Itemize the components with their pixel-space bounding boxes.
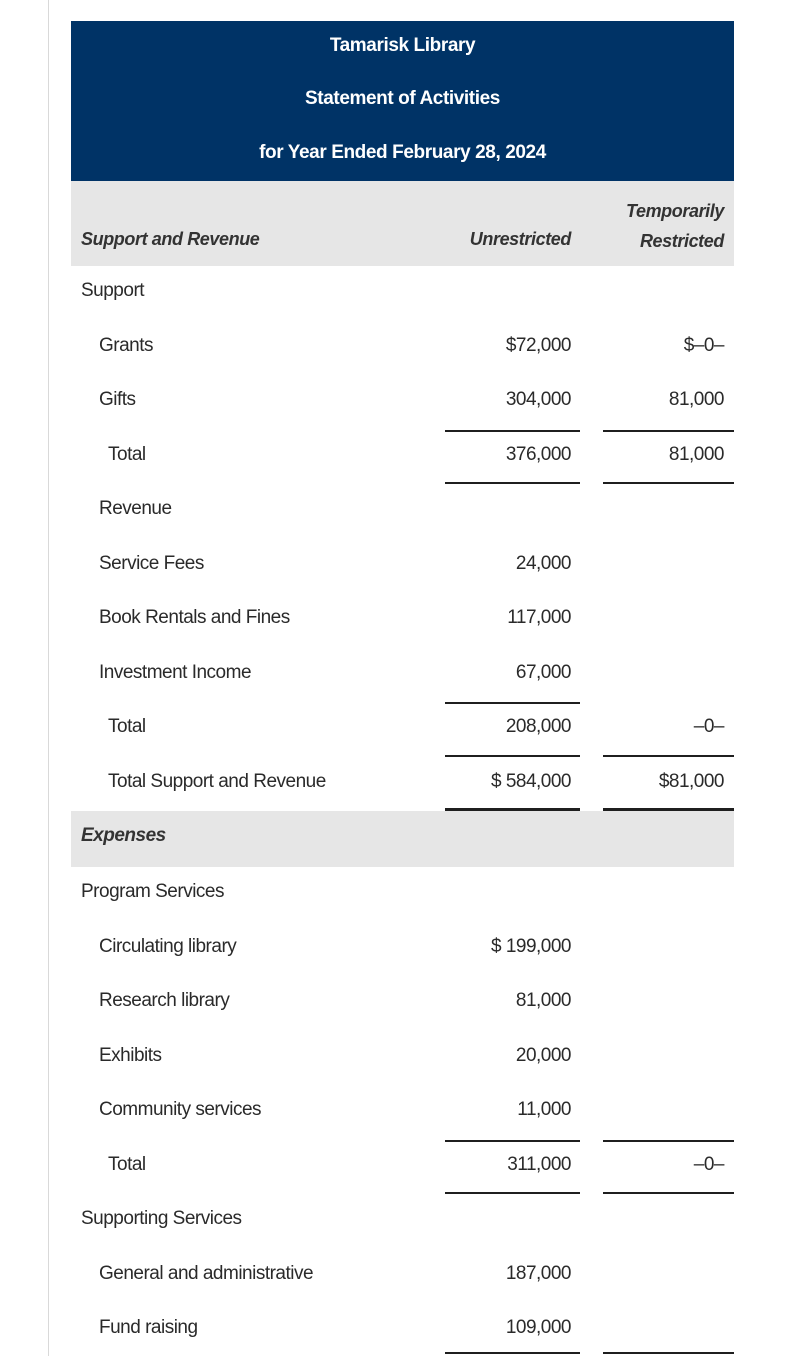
unrestricted-value: $ 199,000 xyxy=(490,935,571,957)
row-label: Research library xyxy=(99,990,230,1011)
subtotal-rule xyxy=(445,1140,580,1142)
row-revenue-heading xyxy=(71,484,734,539)
temporarily-restricted-value: –0– xyxy=(693,716,724,737)
unrestricted-value: 304,000 xyxy=(505,389,571,410)
row-label: Supporting Services xyxy=(81,1208,242,1229)
unrestricted-value: $72,000 xyxy=(505,334,571,356)
row-label: Fund raising xyxy=(99,1317,198,1338)
row-expenses-heading xyxy=(71,811,734,867)
row-label: Support xyxy=(81,280,145,301)
statement-rows xyxy=(71,266,734,1358)
row-label: Total Support and Revenue xyxy=(108,770,326,792)
unrestricted-value: 376,000 xyxy=(505,443,571,465)
row-exhibits xyxy=(71,1031,734,1086)
row-community-services xyxy=(71,1085,734,1140)
temporarily-restricted-value: 81,000 xyxy=(668,389,724,410)
section-label: Expenses xyxy=(81,825,166,846)
row-label: Circulating library xyxy=(99,935,237,957)
row-label: Community services xyxy=(99,1099,262,1120)
row-circulating-library xyxy=(71,922,734,977)
unrestricted-value: 11,000 xyxy=(517,1099,571,1120)
subtotal-rule xyxy=(445,1352,580,1354)
row-investment-income xyxy=(71,648,734,703)
unrestricted-value: 117,000 xyxy=(507,607,571,628)
row-label: Grants xyxy=(99,334,154,356)
unrestricted-value: 187,000 xyxy=(505,1262,571,1284)
column-header-temporarily-line2: Restricted xyxy=(639,231,724,251)
temporarily-restricted-value: –0– xyxy=(693,1153,724,1175)
column-header-unrestricted: Unrestricted xyxy=(469,229,571,249)
row-support-total xyxy=(71,430,734,485)
unrestricted-value: $ 584,000 xyxy=(490,770,571,792)
row-label: Investment Income xyxy=(99,661,252,683)
statement-period: for Year Ended February 28, 2024 xyxy=(259,142,546,163)
row-program-services-heading xyxy=(71,867,734,922)
subtotal-rule xyxy=(445,702,580,704)
row-total-support-revenue xyxy=(71,757,734,812)
column-header-support-revenue: Support and Revenue xyxy=(81,229,260,249)
temporarily-restricted-value: $–0– xyxy=(683,334,724,356)
row-label: Total xyxy=(108,443,146,465)
row-general-administrative xyxy=(71,1249,734,1304)
unrestricted-value: 20,000 xyxy=(515,1044,571,1066)
unrestricted-value: 81,000 xyxy=(515,990,571,1011)
temporarily-restricted-value: 81,000 xyxy=(668,443,724,465)
row-revenue-total xyxy=(71,702,734,757)
row-label: Program Services xyxy=(81,881,224,902)
page-left-border xyxy=(48,0,49,1356)
column-header-temporarily-line1: Temporarily xyxy=(626,201,724,221)
row-label: Total xyxy=(108,716,146,737)
unrestricted-value: 109,000 xyxy=(505,1317,571,1338)
row-label: Total xyxy=(108,1153,146,1175)
column-header-temporarily-restricted xyxy=(626,196,724,256)
row-label: Exhibits xyxy=(99,1044,162,1066)
subtotal-rule xyxy=(603,430,734,432)
unrestricted-value: 67,000 xyxy=(515,661,571,683)
row-label: Book Rentals and Fines xyxy=(99,607,290,628)
row-label: Service Fees xyxy=(99,552,204,574)
temporarily-restricted-value: $81,000 xyxy=(658,770,724,792)
subtotal-rule xyxy=(445,430,580,432)
organization-name: Tamarisk Library xyxy=(329,35,476,56)
row-service-fees xyxy=(71,539,734,594)
unrestricted-value: 208,000 xyxy=(505,716,571,737)
row-supporting-services-heading xyxy=(71,1194,734,1249)
subtotal-rule xyxy=(603,1352,734,1354)
row-label: Revenue xyxy=(99,498,172,519)
row-research-library xyxy=(71,976,734,1031)
row-gifts xyxy=(71,375,734,430)
statement-of-activities-table xyxy=(71,21,734,1338)
row-label: Gifts xyxy=(99,389,136,410)
unrestricted-value: 311,000 xyxy=(507,1153,571,1175)
statement-title: Statement of Activities xyxy=(305,88,500,109)
row-support-heading xyxy=(71,266,734,321)
row-label: General and administrative xyxy=(99,1262,314,1284)
unrestricted-value: 24,000 xyxy=(515,552,571,574)
statement-title-band xyxy=(71,21,734,181)
row-grants xyxy=(71,321,734,376)
row-fund-raising xyxy=(71,1303,734,1358)
subtotal-rule xyxy=(603,1140,734,1142)
column-header-row xyxy=(71,181,734,266)
row-book-rentals xyxy=(71,593,734,648)
row-program-total xyxy=(71,1140,734,1195)
